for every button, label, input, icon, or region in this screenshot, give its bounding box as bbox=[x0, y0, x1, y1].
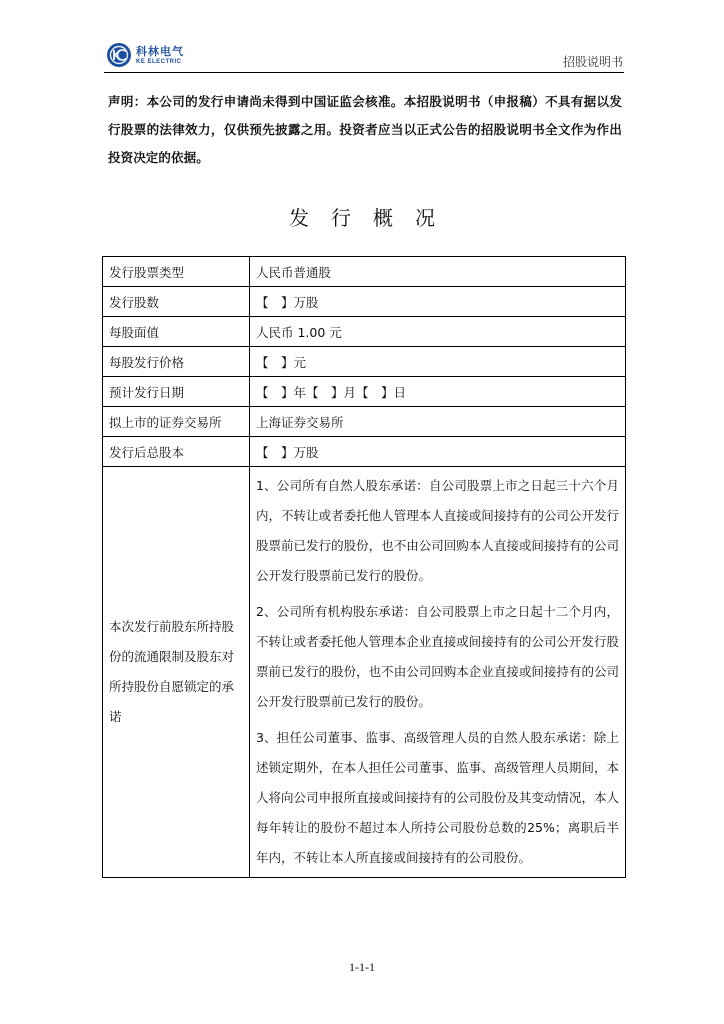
row-label: 每股面值 bbox=[103, 317, 250, 347]
table-row bbox=[103, 437, 626, 467]
row-value: 【 】万股 bbox=[250, 287, 626, 317]
company-name-cn: 科林电气 bbox=[136, 44, 184, 58]
commitment-paragraph: 3、担任公司董事、监事、高级管理人员的自然人股东承诺：除上述锁定期外，在本人担任公司董事、监事、高级管理人员期间，本人将向公司申报所直接或间接持有的公司股份及其变动情况，本人每年转让的股份不超过本人所持公司股份总数的25%；离职后半年内，不转让本人所直接或间接持有的公司股份。 bbox=[256, 730, 619, 865]
commitment-paragraph: 1、公司所有自然人股东承诺：自公司股票上市之日起三十六个月内，不转让或者委托他人管理本人直接或间接持有的公司公开发行股票前已发行的股份，也不由公司回购本人直接或间接持有的公司公开发行股票前已发行的股份。 bbox=[256, 478, 619, 583]
lockup-label: 本次发行前股东所持股份的流通限制及股东对所持股份自愿锁定的承诺 bbox=[103, 467, 250, 878]
table-row bbox=[103, 317, 626, 347]
row-label: 发行股票类型 bbox=[103, 257, 250, 287]
row-label: 发行后总股本 bbox=[103, 437, 250, 467]
company-name-en: KE ELECTRIC bbox=[136, 58, 182, 65]
document-title: 招股说明书 bbox=[562, 55, 623, 69]
row-label: 每股发行价格 bbox=[103, 347, 250, 377]
table-row bbox=[103, 257, 626, 287]
section-title: 发行概况 bbox=[289, 206, 457, 230]
row-value: 人民币 1.00 元 bbox=[250, 317, 626, 347]
issuance-overview-table bbox=[102, 256, 626, 878]
lockup-row bbox=[103, 467, 626, 878]
header-divider bbox=[104, 72, 624, 73]
lockup-commitments bbox=[250, 467, 626, 878]
table-row bbox=[103, 377, 626, 407]
row-value: 【 】万股 bbox=[250, 437, 626, 467]
row-value: 【 】年【 】月【 】日 bbox=[250, 377, 626, 407]
row-value: 人民币普通股 bbox=[250, 257, 626, 287]
company-logo bbox=[106, 40, 184, 70]
table-row bbox=[103, 347, 626, 377]
disclaimer-statement: 声明：本公司的发行申请尚未得到中国证监会核准。本招股说明书（申报稿）不具有据以发行股票的法律效力，仅供预先披露之用。投资者应当以正式公告的招股说明书全文作为作出投资决定的依据。 bbox=[108, 94, 622, 165]
table-row bbox=[103, 407, 626, 437]
commitment-paragraph: 2、公司所有机构股东承诺：自公司股票上市之日起十二个月内，不转让或者委托他人管理本企业直接或间接持有的公司公开发行股票前已发行的股份，也不由公司回购本企业直接或间接持有的公司公开发行股票前已发行的股份。 bbox=[256, 604, 619, 709]
logo-wordmark bbox=[136, 46, 184, 65]
row-label: 拟上市的证券交易所 bbox=[103, 407, 250, 437]
page-number: 1-1-1 bbox=[349, 960, 375, 974]
table-row bbox=[103, 287, 626, 317]
row-value: 【 】元 bbox=[250, 347, 626, 377]
ke-logo-icon bbox=[106, 42, 132, 68]
row-label: 预计发行日期 bbox=[103, 377, 250, 407]
row-label: 发行股数 bbox=[103, 287, 250, 317]
row-value: 上海证券交易所 bbox=[250, 407, 626, 437]
